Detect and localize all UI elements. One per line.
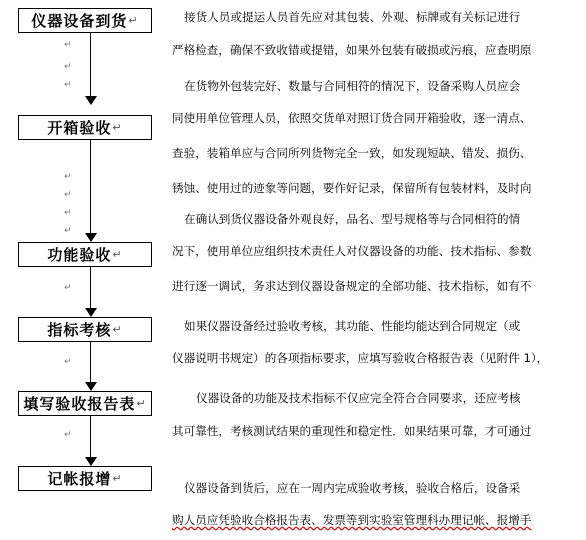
connector-line xyxy=(90,140,91,233)
connector-line xyxy=(90,33,91,96)
step-box-indicator-assessment xyxy=(18,317,152,342)
step-box-equipment-arrival xyxy=(18,8,152,33)
arrow-down-icon xyxy=(85,382,97,391)
step-label: 指标考核 xyxy=(47,321,112,339)
text-line: 在确认到货仪器设备外观良好，品名、型号规格等与合同相符的情 xyxy=(184,212,521,226)
paragraph-mark-icon: ↵ xyxy=(136,397,147,410)
text-line: 在货物外包装完好、数量与合同相符的情况下，设备采购人员应会 xyxy=(184,79,521,93)
paragraph-mark-icon: ↵ xyxy=(112,472,123,485)
paragraph-mark-icon: ↵ xyxy=(64,62,72,72)
connector-line xyxy=(90,342,91,382)
text-line: 查验，装箱单应与合同所列货物完全一致，如发现短缺、错发、损伤、 xyxy=(172,146,532,160)
arrow-down-icon xyxy=(85,457,97,466)
step-box-accounting-registration xyxy=(18,466,152,491)
arrow-down-icon xyxy=(85,96,97,105)
text-line: 其可靠性，考核测试结果的重现性和稳定性．如果结果可靠，才可通过 xyxy=(172,424,532,438)
arrow-down-icon xyxy=(85,308,97,317)
connector-line xyxy=(90,267,91,308)
paragraph-mark-icon: ↵ xyxy=(64,283,72,293)
text-line: 购人员应凭验收合格报告表、发票等到实验室管理科办理记帐、报增手 xyxy=(172,513,532,527)
arrow-down-icon xyxy=(85,233,97,242)
paragraph-mark-icon: ↵ xyxy=(64,226,72,236)
paragraph-mark-icon: ↵ xyxy=(64,172,72,182)
step-box-fill-acceptance-report xyxy=(18,391,152,416)
paragraph-mark-icon: ↵ xyxy=(64,357,72,367)
step-label: 功能验收 xyxy=(47,246,112,264)
paragraph-mark-icon: ↵ xyxy=(64,430,72,440)
step-label: 填写验收报告表 xyxy=(23,395,136,413)
paragraph-mark-icon: ↵ xyxy=(112,121,123,134)
text-line: 同使用单位管理人员，依照交货单对照订货合同开箱验收，逐一清点、 xyxy=(172,111,532,125)
text-line: 接货人员或提运人员首先应对其包装、外观、标牌或有关标记进行 xyxy=(184,10,521,24)
paragraph-mark-icon: ↵ xyxy=(64,208,72,218)
text-line: 仪器设备到货后，应在一周内完成验收考核，验收合格后，设备采 xyxy=(184,481,521,495)
paragraph-mark-icon: ↵ xyxy=(64,40,72,50)
paragraph-mark-icon: ↵ xyxy=(64,190,72,200)
paragraph-mark-icon: ↵ xyxy=(112,323,123,336)
step-box-unpacking-inspection xyxy=(18,115,152,140)
text-line: 如果仪器设备经过验收考核，其功能、性能均能达到合同规定（或 xyxy=(184,319,521,333)
connector-line xyxy=(90,416,91,457)
paragraph-mark-icon: ↵ xyxy=(128,14,139,27)
text-line: 严格检查，确保不致收错或提错，如果外包装有破损或污痕，应查明原 xyxy=(172,43,532,57)
paragraph-mark-icon: ↵ xyxy=(112,248,123,261)
step-label: 仪器设备到货 xyxy=(31,12,128,30)
step-label: 开箱验收 xyxy=(47,119,112,137)
step-box-function-inspection xyxy=(18,242,152,267)
text-line: 锈蚀、使用过的迹象等问题，要作好记录，保留所有包装材料，及时向 xyxy=(172,181,532,195)
text-line: 仪器设备的功能及技术指标不仅应完全符合合同要求，还应考核 xyxy=(196,391,521,405)
paragraph-mark-icon: ↵ xyxy=(64,80,72,90)
step-label: 记帐报增 xyxy=(47,470,112,488)
text-line: 进行逐一调试，务求达到仪器设备规定的全部功能、技术指标，如有不 xyxy=(172,279,532,293)
text-line: 况下，使用单位应组织技术责任人对仪器设备的功能、技术指标、参数 xyxy=(172,244,532,258)
text-line: 仪器说明书规定）的各项指标要求，应填写验收合格报告表（见附件 1）， xyxy=(172,351,549,365)
